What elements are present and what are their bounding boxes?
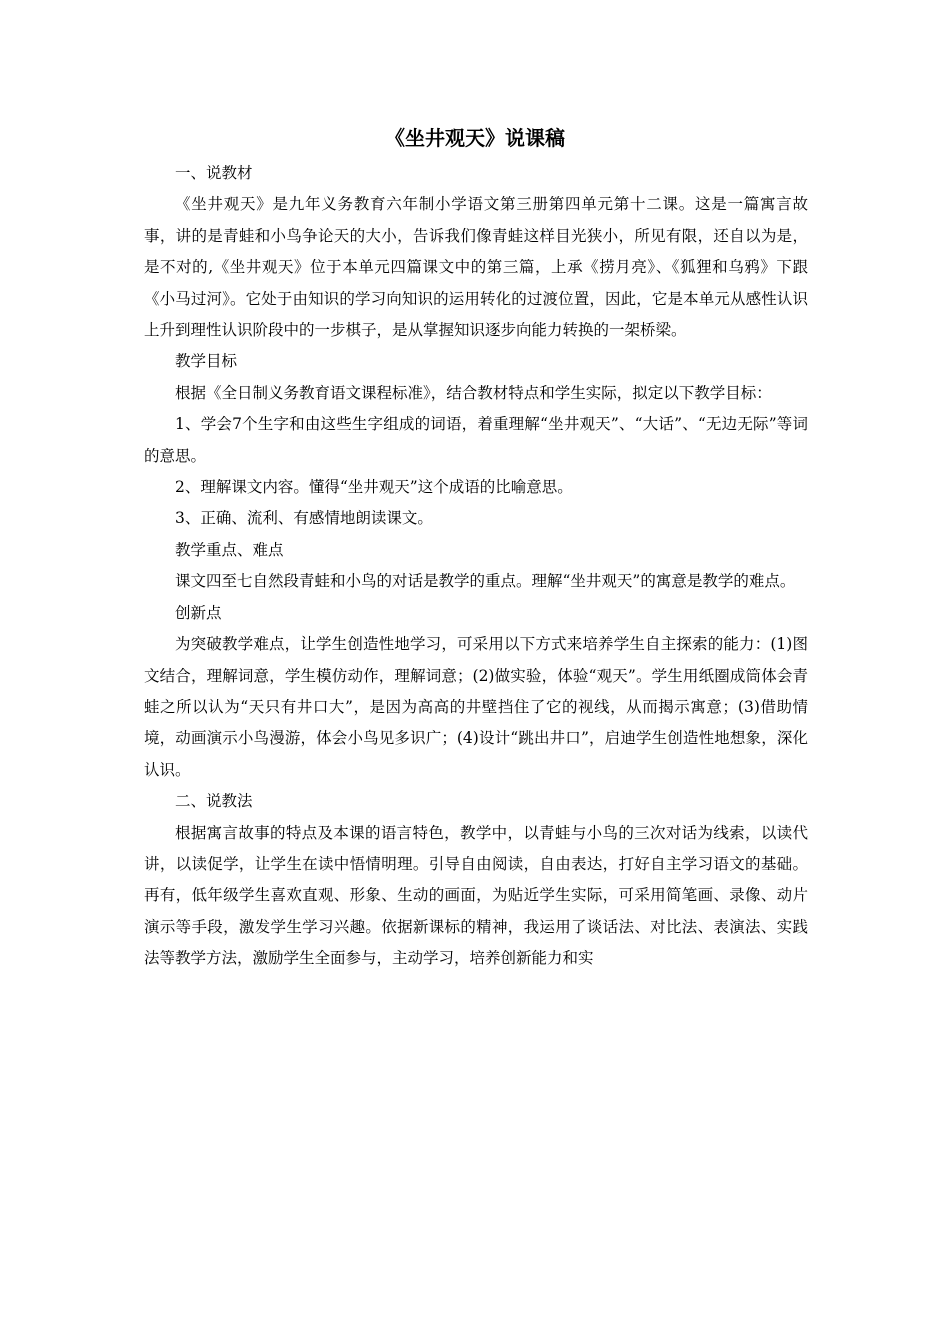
heading-key-points: 教学重点、难点 [175,540,284,559]
heading-section-2: 二、说教法 [175,792,253,811]
paragraph-goals-basis: 根据《全日制义务教育语文课程标准》，结合教材特点和学生实际，拟定以下教学目标： [175,383,772,402]
heading-innovation: 创新点 [175,603,222,622]
document-body [144,158,808,975]
heading-teaching-goals: 教学目标 [175,352,238,371]
heading-section-1: 一、说教材 [175,164,253,182]
paragraph-innovation: 为突破教学难点，让学生创造性地学习，可采用以下方式来培养学生自主探索的能力：(1)图文结合，理解词意，学生模仿动作，理解词意；(2)做实验，体验“观天”。学生用纸圈成筒体会青蛙之所以认为“天只有井口大”，是因为高高的井壁挡住了它的视线，从而揭示寓意；(3)借助情境，动画演示小鸟漫游，体会小鸟见多识广；(4)设计“跳出井口”，启迪学生创造性地想象，深化认识。 [144,635,808,779]
document-title: 《坐井观天》说课稿 [385,126,565,150]
goal-item-3: 3、正确、流利、有感情地朗读课文。 [175,509,433,528]
paragraph-teaching-methods: 根据寓言故事的特点及本课的语言特色，教学中，以青蛙与小鸟的三次对话为线索，以读代讲，以读促学，让学生在读中悟情明理。引导自由阅读，自由表达，打好自主学习语文的基础。再有，低年级学生喜欢直观、形象、生动的画面，为贴近学生实际，可采用简笔画、录像、动片演示等手段，激发学生学习兴趣。依据新课标的精神，我运用了谈话法、对比法、表演法、实践法等教学方法，激励学生全面参与，主动学习，培养创新能力和实 [144,823,808,968]
paragraph-key-points: 课文四至七自然段青蛙和小鸟的对话是教学的重点。理解“坐井观天”的寓意是教学的难点。 [175,572,796,591]
goal-item-1: 1、学会7个生字和由这些生字组成的词语，着重理解“坐井观天”、“大话”、“无边无际”等词的意思。 [144,415,808,465]
goal-item-2: 2、理解课文内容。懂得“坐井观天”这个成语的比喻意思。 [175,478,573,497]
paragraph-textbook-intro: 《坐井观天》是九年义务教育六年制小学语文第三册第四单元第十二课。这是一篇寓言故事，讲的是青蛙和小鸟争论天的大小，告诉我们像青蛙这样目光狭小，所见有限，还自以为是，是不对的,《坐井观天》位于本单元四篇课文中的第三篇，上承《捞月亮》、《狐狸和乌鸦》下跟《小马过河》。它处于由知识的学习向知识的运用转化的过渡位置，因此，它是本单元从感性认识上升到理性认识阶段中的一步棋子，是从掌握知识逐步向能力转换的一架桥梁。 [144,195,808,340]
